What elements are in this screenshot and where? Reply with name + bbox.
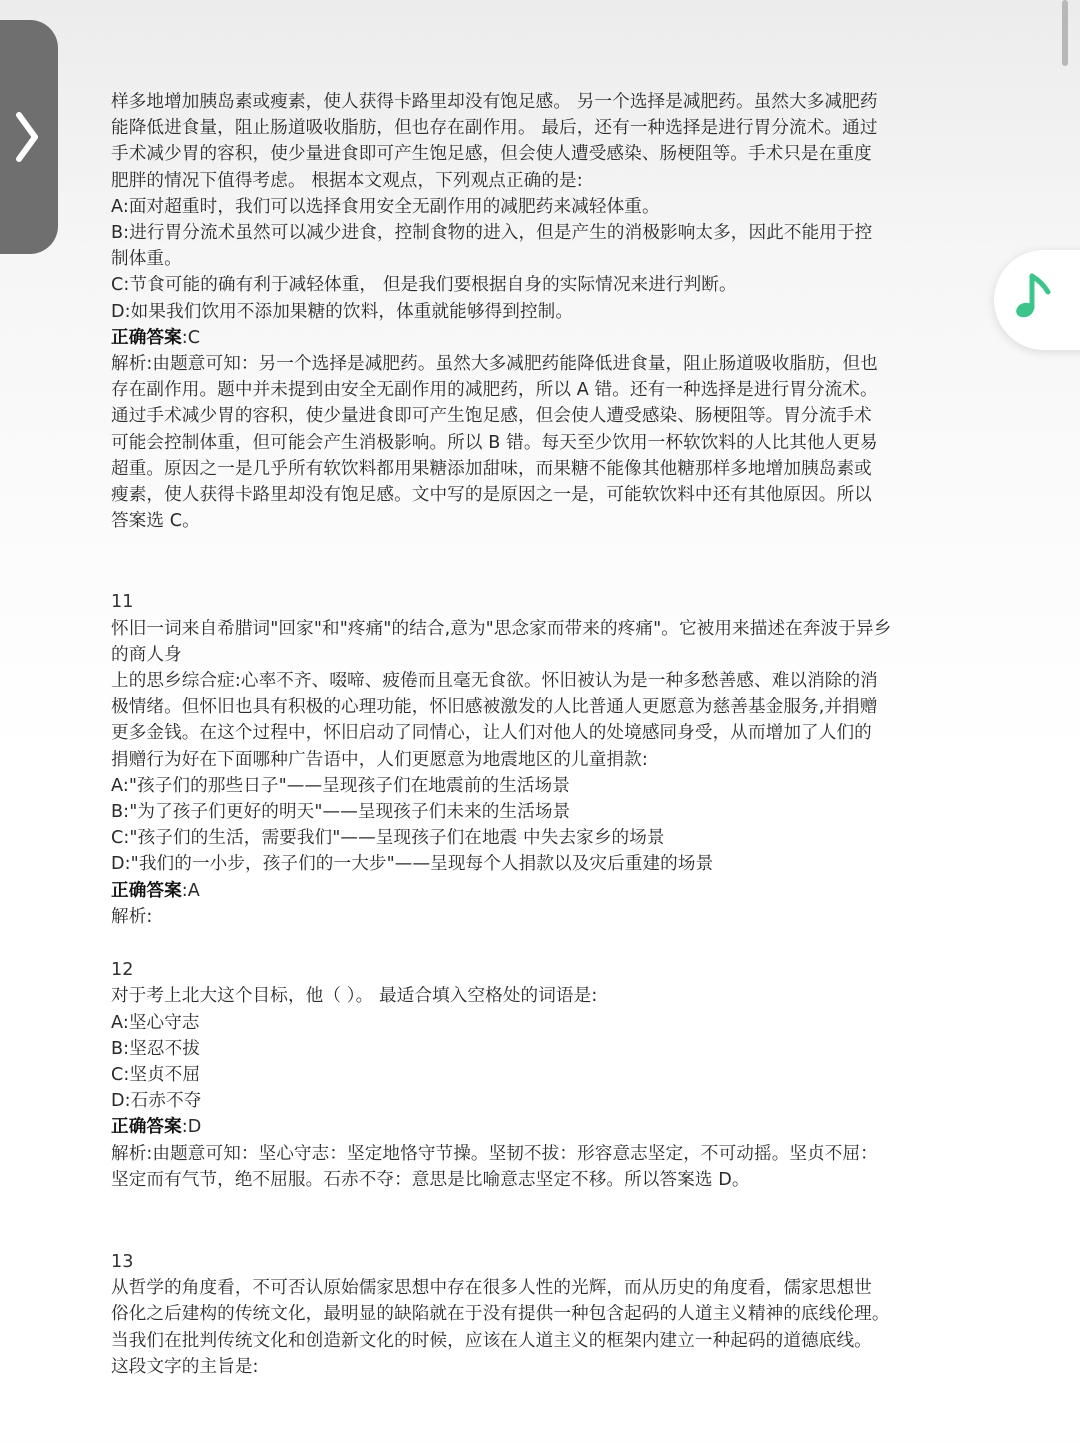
- analysis-line: 可能会控制体重，但可能会产生消极影响。所以 B 错。每天至少饮用一杯软饮料的人比其他人更易: [111, 432, 878, 453]
- option-d: D:石赤不夺: [111, 1091, 202, 1112]
- correct-answer-label: 正确答案: [111, 880, 182, 901]
- question-stem-line: 这段文字的主旨是:: [111, 1356, 259, 1377]
- question-stem-line: 的商人身: [111, 644, 182, 665]
- side-panel-toggle-button[interactable]: [0, 20, 58, 254]
- analysis-line: 答案选 C。: [111, 511, 200, 532]
- option-b: B:"为了孩子们更好的明天"——呈现孩子们未来的生活场景: [111, 802, 571, 823]
- question-stem-line: 更多金钱。在这个过程中，怀旧启动了同情心，让人们对他人的处境感同身受，从而增加了人们的: [111, 723, 872, 744]
- question-stem-line: 极情绪。但怀旧也具有积极的心理功能，怀旧感被激发的人比普通人更愿意为慈善基金服务,并捐赠: [111, 697, 878, 718]
- question-stem-line: 样多地增加胰岛素或瘦素，使人获得卡路里却没有饱足感。 另一个选择是减肥药。虽然大多减肥药: [111, 92, 878, 112]
- music-note-icon: [1012, 272, 1056, 328]
- analysis-line: 存在副作用。题中并未提到由安全无副作用的减肥药，所以 A 错。还有一种选择是进行胃分流术。: [111, 380, 878, 401]
- question-stem-line: 对于考上北大这个目标，他（ ）。 最适合填入空格处的词语是:: [111, 986, 598, 1007]
- option-a: A:坚心守志: [111, 1012, 200, 1033]
- question-10: [111, 89, 956, 534]
- question-stem-line: 怀旧一词来自希腊词"回家"和"疼痛"的结合,意为"思念家而带来的疼痛"。它被用来描述在奔波于异乡: [111, 618, 892, 639]
- option-a: A:"孩子们的那些日子"——呈现孩子们在地震前的生活场景: [111, 775, 570, 796]
- option-a: A:面对超重时，我们可以选择食用安全无副作用的减肥药来减轻体重。: [111, 196, 660, 217]
- correct-answer: [111, 325, 956, 351]
- option-b: B:进行胃分流术虽然可以减少进食，控制食物的进入，但是产生的消极影响太多，因此不能用于控: [111, 223, 873, 244]
- analysis-line: 坚定而有气节，绝不屈服。石赤不夺：意思是比喻意志坚定不移。所以答案选 D。: [111, 1169, 750, 1190]
- question-stem-line: 从哲学的角度看，不可否认原始儒家思想中存在很多人性的光辉，而从历史的角度看，儒家思想世: [111, 1278, 872, 1299]
- question-12: [111, 957, 956, 1193]
- chevron-right-icon: [11, 107, 41, 167]
- question-stem-line: 肥胖的情况下值得考虑。 根据本文观点，下列观点正确的是:: [111, 170, 583, 191]
- option-b-continued: 制体重。: [111, 249, 182, 270]
- correct-answer: [111, 878, 956, 904]
- correct-answer-value: :A: [181, 880, 200, 901]
- scrollbar[interactable]: [1062, 0, 1068, 66]
- analysis-line: 解析:: [111, 906, 153, 927]
- question-number: 13: [111, 1251, 134, 1272]
- option-d: D:如果我们饮用不添加果糖的饮料，体重就能够得到控制。: [111, 301, 574, 322]
- option-c: C:坚贞不屈: [111, 1064, 201, 1085]
- question-stem-line: 捐赠行为好在下面哪种广告语中，人们更愿意为地震地区的儿童捐款:: [111, 749, 648, 770]
- question-11: [111, 589, 956, 930]
- question-stem-line: 能降低进食量，阻止肠道吸收脂肪，但也存在副作用。 最后，还有一种选择是进行胃分流术。通过: [111, 118, 878, 139]
- document-content: [111, 89, 956, 1380]
- analysis-line: 通过手术减少胃的容积，使少量进食即可产生饱足感，但会使人遭受感染、肠梗阻等。胃分流手术: [111, 406, 872, 427]
- analysis-line: 超重。原因之一是几乎所有软饮料都用果糖添加甜味，而果糖不能像其他糖那样多地增加胰岛素或: [111, 458, 872, 479]
- question-stem-line: 手术减少胃的容积，使少量进食即可产生饱足感，但会使人遭受感染、肠梗阻等。手术只是在重度: [111, 144, 872, 165]
- correct-answer-value: :C: [181, 327, 201, 348]
- question-number: 12: [111, 960, 134, 981]
- question-number: 11: [111, 592, 134, 613]
- question-13: [111, 1249, 956, 1380]
- option-d: D:"我们的一小步，孩子们的一大步"——呈现每个人捐款以及灾后重建的场景: [111, 854, 714, 875]
- question-stem-line: 上的思乡综合症:心率不齐、啜啼、疲倦而且毫无食欲。怀旧被认为是一种多愁善感、难以消除的消: [111, 671, 878, 692]
- analysis-line: 瘦素，使人获得卡路里却没有饱足感。文中写的是原因之一是，可能软饮料中还有其他原因。所以: [111, 485, 872, 506]
- correct-answer-label: 正确答案: [111, 1117, 182, 1138]
- analysis-line: 解析:由题意可知：另一个选择是减肥药。虽然大多减肥药能降低进食量，阻止肠道吸收脂肪，但也: [111, 354, 878, 375]
- correct-answer-value: :D: [181, 1117, 202, 1138]
- option-c: C:"孩子们的生活，需要我们"——呈现孩子们在地震 中失去家乡的场景: [111, 828, 665, 849]
- analysis-line: 解析:由题意可知：坚心守志：坚定地恪守节操。坚韧不拔：形容意志坚定，不可动摇。坚贞不屈：: [111, 1143, 878, 1164]
- option-c: C:节食可能的确有利于减轻体重， 但是我们要根据自身的实际情况来进行判断。: [111, 275, 737, 296]
- music-button[interactable]: [994, 250, 1080, 350]
- question-stem-line: 俗化之后建构的传统文化，最明显的缺陷就在于没有提供一种包含起码的人道主义精神的底线伦理。: [111, 1304, 890, 1325]
- correct-answer-label: 正确答案: [111, 327, 182, 348]
- question-stem-line: 当我们在批判传统文化和创造新文化的时候，应该在人道主义的框架内建立一种起码的道德底线。: [111, 1330, 872, 1351]
- option-b: B:坚忍不拔: [111, 1038, 200, 1059]
- correct-answer: [111, 1114, 956, 1140]
